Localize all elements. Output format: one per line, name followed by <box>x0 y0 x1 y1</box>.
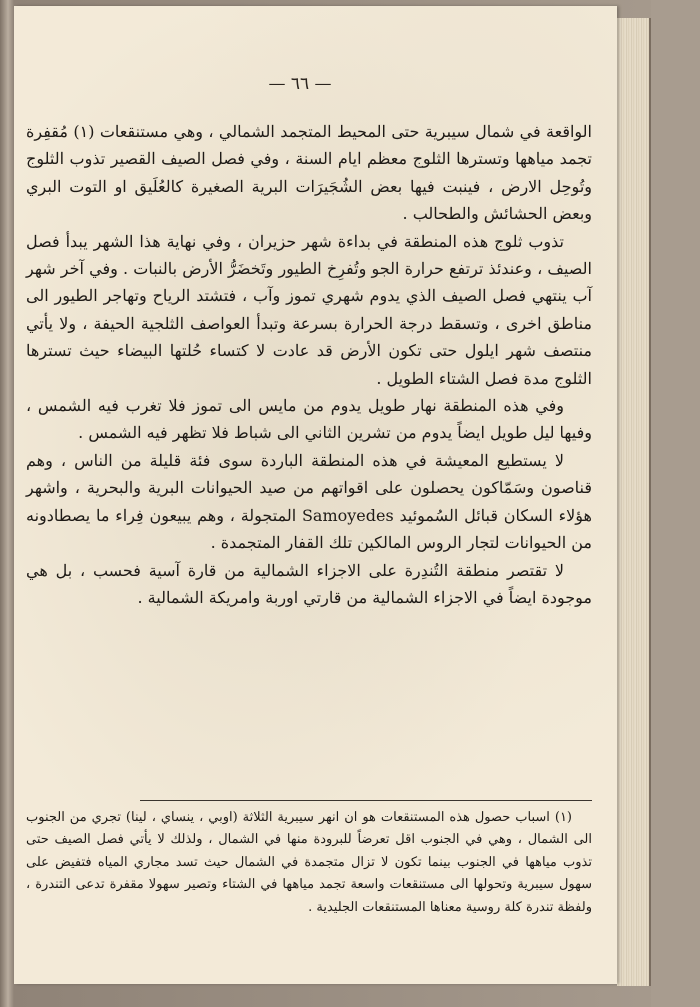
paragraph-5: لا تقتصر منطقة التُندِرة على الاجزاء الشمالية من قارة آسية فحسب ، بل هي موجودة ايضاً في الاجزاء الشمالية من قارتي اوربة وامريكة الشمالية . <box>26 560 592 607</box>
book-page-edges <box>617 18 651 986</box>
paragraph-1: الواقعة في شمال سيبرية حتى المحيط المتجمد الشمالي ، وهي مستنقعات (١) مُقفِرة تجمد مياهها وتسترها الثلوج معظم ايام السنة ، وفي فصل الصيف القصير تذوب الثلوج وتُوحِل الارض ، فينبت فيها بعض الشُجَيرَات البرية الصغيرة كالعُلَيق او التوت البري وبعض الحشائش والطحالب . <box>26 122 592 224</box>
footnote-text: (١) اسباب حصول هذه المستنقعات هو ان انهر سيبرية الثلاثة (اوبي ، ينساي ، لينا) تجري من الجنوب الى الشمال ، وهي في الجنوب اقل تعرضاً للبرودة منها في الشمال ، ولذلك لا يأتي فصل الصيف حتى تذوب مياهها في الجنوب بينما تكون لا تزال متجمدة في الشمال حيث تسد مجاري المياه فتفيض على سهول سيبرية وتحولها الى مستنقعات واسعة تجمد مياهها في الشتاء وتصير سهولا مقفرة تدعى التندرة ، ولفظة تندرة كلة روسية معناها المستنقعات الجليدية . <box>26 810 592 915</box>
footnote <box>26 807 592 919</box>
scan-right-margin <box>651 0 700 1007</box>
body-text <box>26 118 592 611</box>
page-number: — ٦٦ — <box>268 74 332 94</box>
paragraph-3: وفي هذه المنطقة نهار طويل يدوم من مايس الى تموز فلا تغرب فيه الشمس ، وفيها ليل طويل ايضاً يدوم من تشرين الثاني الى شباط فلا تظهر فيه الشمس . <box>26 396 592 443</box>
footnote-divider <box>140 800 592 801</box>
paragraph-2: تذوب ثلوج هذه المنطقة في بداءة شهر حزيران ، وفي نهاية هذا الشهر يبدأ فصل الصيف ، وعندئذ ترتفع حرارة الجو وتُفرِخ الطيور وتَخضَرُّ الأرض بالنبات . وفي آخر شهر آب ينتهي فصل الصيف الذي يدوم شهري تموز وآب ، فتشتد الرياح وتهاجر الطيور الى مناطق اخرى ، وتسقط درجة الحرارة بسرعة وتبدأ العواصف الثلجية الحيفة ، ولا يأتي منتصف شهر ايلول حتى تكون الأرض قد عادت لا كتساء حُلتها البيضاء حيث تسترها الثلوج مدة فصل الشتاء الطويل . <box>26 231 593 388</box>
paragraph-4: لا يستطيع المعيشة في هذه المنطقة الباردة سوى فئة قليلة من الناس ، وهم قناصون وسَمّاكون يحصلون على اقواتهم من صيد الحيوانات البرية والبحرية ، واشهر هؤلاء السكان قبائل السُموئيد Samoyedes المتجولة ، وهم يبيعون فِراء ما يصطادونه من الحيوانات لتجار الروس المالكين تلك القفار المتجمدة . <box>26 450 592 553</box>
